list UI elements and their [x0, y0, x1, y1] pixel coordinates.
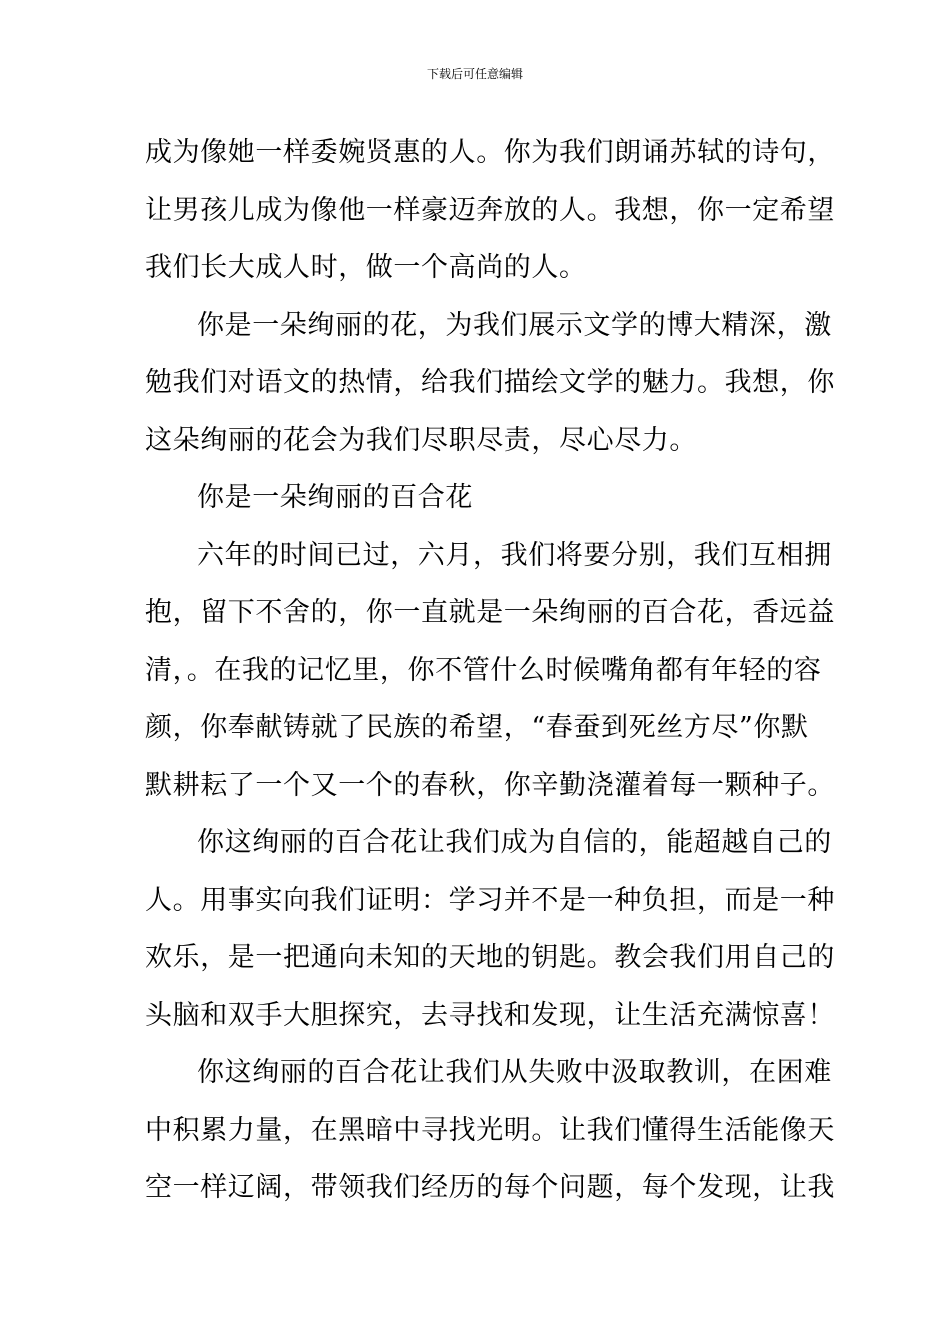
paragraph-first-line: 你这绚丽的百合花让我们成为自信的，能超越自己的 — [197, 827, 832, 858]
text-line: 这朵绚丽的花会为我们尽职尽责，尽心尽力。 — [145, 424, 697, 456]
paragraph-first-line: 你这绚丽的百合花让我们从失败中汲取教训，在困难 — [197, 1057, 832, 1088]
text-line: 成为像她一样委婉贤惠的人。你为我们朗诵苏轼的诗句， — [145, 137, 835, 168]
text-line: 头脑和双手大胆探究，去寻找和发现，让生活充满惊喜！ — [145, 999, 835, 1031]
text-line: 勉我们对语文的热情，给我们描绘文学的魅力。我想，你 — [145, 367, 835, 398]
page-header: 下载后可任意编辑 — [426, 67, 523, 81]
paragraph-first-line: 你是一朵绚丽的花，为我们展示文学的博大精深，激 — [197, 309, 832, 341]
document-body — [145, 124, 835, 1217]
paragraph-first-line: 六年的时间已过，六月，我们将要分别，我们互相拥 — [197, 539, 832, 571]
text-line: 欢乐，是一把通向未知的天地的钥匙。教会我们用自己的 — [145, 942, 835, 973]
text-line: 空一样辽阔，带领我们经历的每个问题，每个发现，让我 — [145, 1172, 835, 1203]
text-line: 默耕耘了一个又一个的春秋，你辛勤浇灌着每一颗种子。 — [145, 769, 835, 801]
text-line: 抱，留下不舍的，你一直就是一朵绚丽的百合花，香远益 — [145, 597, 835, 628]
text-line: 中积累力量，在黑暗中寻找光明。让我们懂得生活能像天 — [145, 1114, 835, 1146]
text-line: 颜，你奉献铸就了民族的希望，“春蚕到死丝方尽”你默 — [145, 712, 809, 743]
text-line: 让男孩儿成为像他一样豪迈奔放的人。我想，你一定希望 — [145, 194, 835, 226]
text-line: 我们长大成人时，做一个高尚的人。 — [145, 252, 587, 283]
section-heading: 你是一朵绚丽的百合花 — [197, 482, 473, 513]
text-line: 清，。在我的记忆里，你不管什么时候嘴角都有年轻的容 — [145, 654, 822, 686]
text-line: 人。用事实向我们证明：学习并不是一种负担，而是一种 — [145, 884, 835, 916]
